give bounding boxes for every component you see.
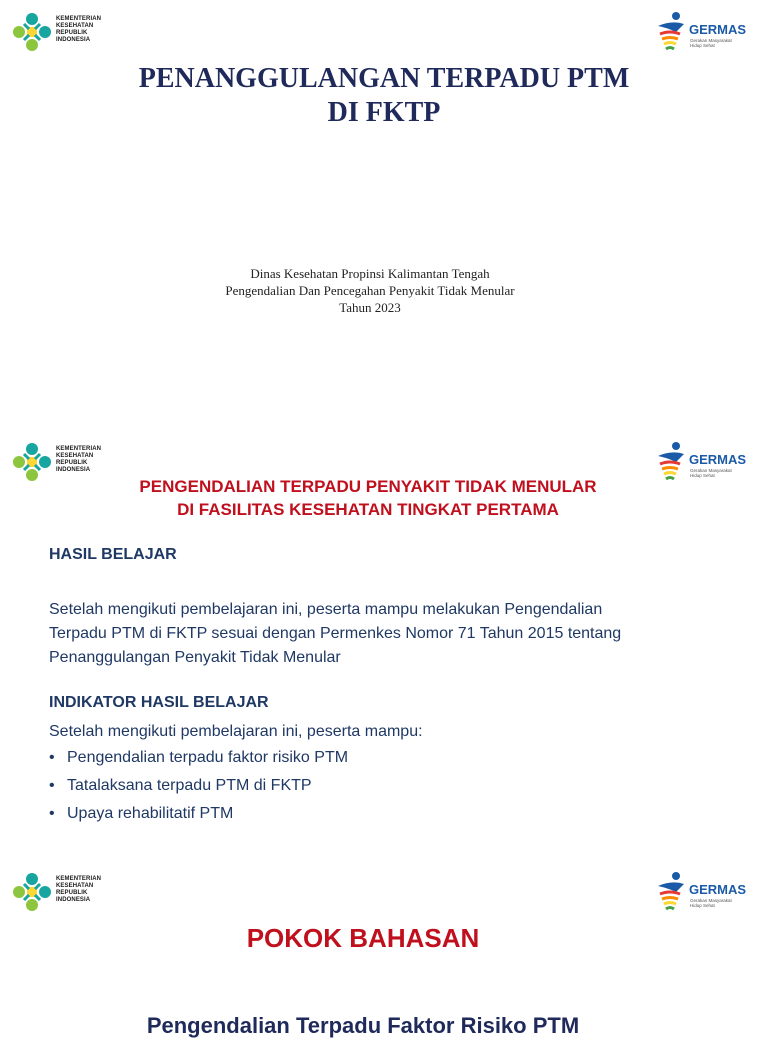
slide-1 — [0, 0, 768, 420]
slide-2-body — [49, 544, 739, 828]
germas-logo — [654, 870, 754, 914]
kemenkes-wordmark: KEMENTERIAN KESEHATAN REPUBLIK INDONESIA — [56, 876, 102, 903]
germas-wordmark: GERMAS — [689, 22, 747, 37]
kemenkes-logo — [10, 870, 120, 915]
indikator-intro: Setelah mengikuti pembelajaran ini, peserta mampu: — [49, 723, 423, 740]
slide-1-subtitle: Dinas Kesehatan Propinsi Kalimantan Tengah Pengendalian Dan Pencegahan Penyakit Tidak Menular Tahun 2023 — [225, 266, 515, 315]
list-item: • Pengendalian terpadu faktor risiko PTM — [49, 744, 739, 772]
slide-1-title: PENANGGULANGAN TERPADU PTM DI FKTP — [138, 63, 630, 128]
kemenkes-emblem-icon — [10, 870, 54, 914]
heading-indikator-hasil-belajar: INDIKATOR HASIL BELAJAR — [49, 694, 269, 711]
list-item: • Upaya rehabilitatif PTM — [49, 800, 739, 828]
indikator-list — [49, 744, 739, 828]
slide-2 — [0, 430, 768, 850]
heading-hasil-belajar: HASIL BELAJAR — [49, 546, 177, 563]
germas-logo — [654, 10, 754, 54]
list-item: • Tatalaksana terpadu PTM di FKTP — [49, 772, 739, 800]
slide-3-first-topic: Pengendalian Terpadu Faktor Risiko PTM — [146, 1013, 580, 1038]
kemenkes-emblem-icon — [10, 10, 54, 54]
kemenkes-wordmark: KEMENTERIAN KESEHATAN REPUBLIK INDONESIA — [56, 16, 102, 43]
slide-3 — [0, 860, 768, 1038]
slide-2-title: PENGENDALIAN TERPADU PENYAKIT TIDAK MENULAR DI FASILITAS KESEHATAN TINGKAT PERTAMA — [139, 477, 597, 519]
germas-tagline: Gerakan Masyarakat Hidup Sehat — [690, 468, 732, 478]
germas-emblem-icon — [654, 870, 690, 914]
germas-wordmark: GERMAS — [689, 882, 747, 897]
germas-tagline: Gerakan Masyarakat Hidup Sehat — [690, 898, 732, 908]
germas-tagline: Gerakan Masyarakat Hidup Sehat — [690, 38, 732, 48]
kemenkes-logo — [10, 10, 120, 55]
slide-3-title: POKOK BAHASAN — [246, 923, 480, 953]
germas-emblem-icon — [654, 10, 690, 54]
germas-wordmark: GERMAS — [689, 452, 747, 467]
kemenkes-wordmark: KEMENTERIAN KESEHATAN REPUBLIK INDONESIA — [56, 446, 102, 473]
paragraph-hasil-belajar: Setelah mengikuti pembelajaran ini, peserta mampu melakukan Pengendalian Terpadu PTM di FKTP sesuai dengan Permenkes Nomor 71 Tahun 2015 tentang Penanggulangan Penyakit Tidak Menular — [49, 601, 622, 666]
